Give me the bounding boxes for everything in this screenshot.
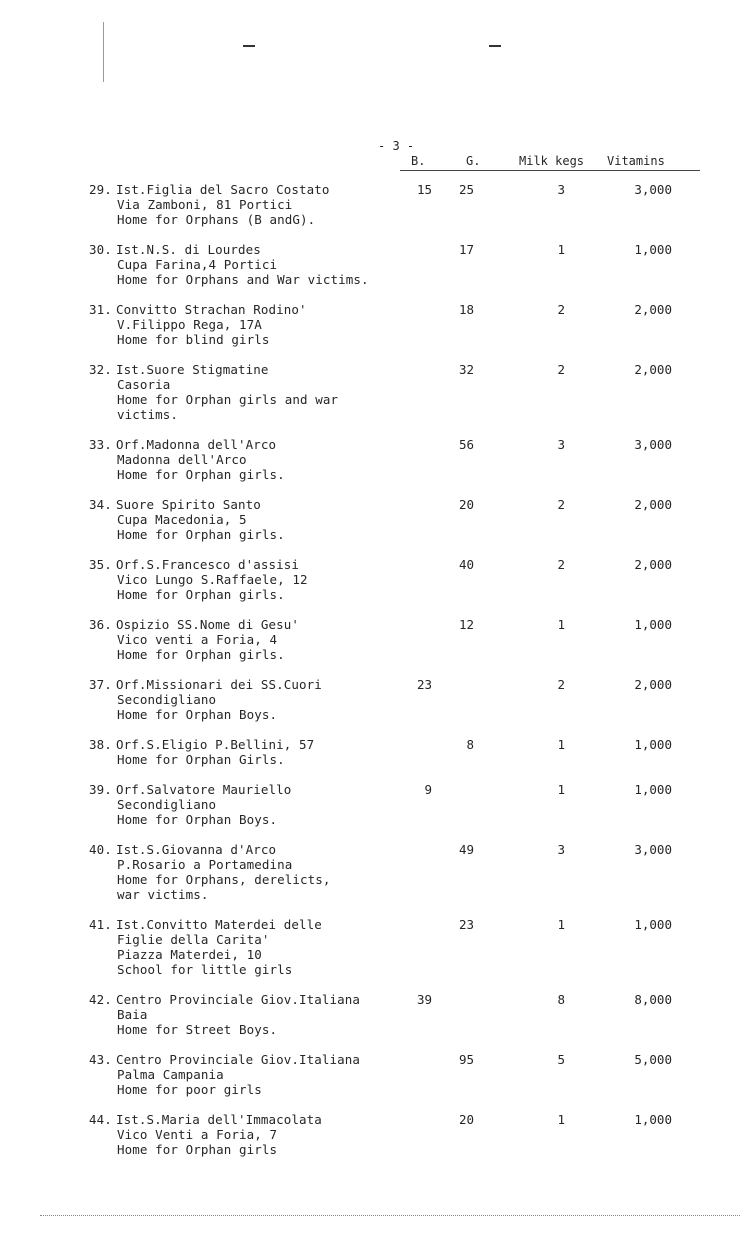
entry-number: 29. (89, 182, 112, 197)
scan-mark (243, 45, 255, 47)
entry-detail-line: victims. (117, 407, 179, 422)
entry-vitamins-value: 2,000 (634, 497, 672, 512)
entry-name: Orf.S.Eligio P.Bellini, 57 (116, 737, 315, 752)
entry-number: 38. (89, 737, 112, 752)
entry-detail-line: Palma Campania (117, 1067, 224, 1082)
entry-milk-value: 1 (557, 737, 565, 752)
scan-edge (40, 1215, 740, 1216)
entry-detail-line: Baia (117, 1007, 148, 1022)
entry-milk-value: 3 (557, 842, 565, 857)
entry-milk-value: 1 (557, 242, 565, 257)
entry-vitamins-value: 1,000 (634, 917, 672, 932)
entry-detail-line: Home for Orphan Boys. (117, 812, 278, 827)
entry-vitamins-value: 1,000 (634, 1112, 672, 1127)
entry-detail-line: Cupa Farina,4 Portici (117, 257, 278, 272)
entry-detail-line: Home for Orphan girls. (117, 647, 285, 662)
entry-vitamins-value: 2,000 (634, 557, 672, 572)
entry-detail-line: Piazza Materdei, 10 (117, 947, 262, 962)
entry-milk-value: 2 (557, 302, 565, 317)
entry-number: 41. (89, 917, 112, 932)
entry-detail-line: Home for Orphan girls. (117, 527, 285, 542)
entry-number: 32. (89, 362, 112, 377)
entry-number: 44. (89, 1112, 112, 1127)
entry-number: 36. (89, 617, 112, 632)
column-header-milk: Milk kegs (519, 154, 585, 168)
entry-vitamins-value: 1,000 (634, 617, 672, 632)
entry-number: 39. (89, 782, 112, 797)
entry-number: 33. (89, 437, 112, 452)
entry-milk-value: 8 (557, 992, 565, 1007)
entry-vitamins-value: 1,000 (634, 242, 672, 257)
entry-name: Ist.S.Giovanna d'Arco (116, 842, 277, 857)
entry-detail-line: V.Filippo Rega, 17A (117, 317, 262, 332)
entry-name: Orf.S.Francesco d'assisi (116, 557, 300, 572)
entry-girls-value: 56 (458, 437, 474, 452)
entry-vitamins-value: 3,000 (634, 182, 672, 197)
entry-girls-value: 18 (458, 302, 474, 317)
entry-name: Ist.Convitto Materdei delle (116, 917, 322, 932)
entry-name: Orf.Salvatore Mauriello (116, 782, 292, 797)
entry-vitamins-value: 2,000 (634, 302, 672, 317)
entry-detail-line: Vico Lungo S.Raffaele, 12 (117, 572, 308, 587)
entry-vitamins-value: 1,000 (634, 737, 672, 752)
entry-detail-line: Home for Orphan girls. (117, 587, 285, 602)
entry-milk-value: 1 (557, 917, 565, 932)
entry-detail-line: Secondigliano (117, 692, 217, 707)
entry-milk-value: 1 (557, 617, 565, 632)
entry-detail-line: Home for Orphans, derelicts, (117, 872, 331, 887)
entry-girls-value: 49 (458, 842, 474, 857)
entry-detail-line: Home for Orphans (B andG). (117, 212, 316, 227)
scan-mark (103, 22, 104, 82)
entry-number: 43. (89, 1052, 112, 1067)
entry-number: 42. (89, 992, 112, 1007)
entry-number: 37. (89, 677, 112, 692)
entry-girls-value: 20 (458, 497, 474, 512)
entry-name: Centro Provinciale Giov.Italiana (116, 1052, 361, 1067)
page-number: - 3 - (378, 139, 415, 153)
entry-girls-value: 40 (458, 557, 474, 572)
entry-girls-value: 95 (458, 1052, 474, 1067)
entry-vitamins-value: 2,000 (634, 362, 672, 377)
entry-name: Ist.N.S. di Lourdes (116, 242, 261, 257)
entry-name: Convitto Strachan Rodino' (116, 302, 307, 317)
entry-number: 31. (89, 302, 112, 317)
header-rule (400, 170, 700, 171)
entry-name: Centro Provinciale Giov.Italiana (116, 992, 361, 1007)
column-header-girls: G. (466, 154, 481, 168)
entry-milk-value: 2 (557, 677, 565, 692)
entry-number: 40. (89, 842, 112, 857)
entry-name: Suore Spirito Santo (116, 497, 261, 512)
column-header-vitamins: Vitamins (607, 154, 665, 168)
entry-girls-value: 12 (458, 617, 474, 632)
entry-detail-line: war victims. (117, 887, 209, 902)
entry-name: Ist.Figlia del Sacro Costato (116, 182, 330, 197)
entry-boys-value: 23 (416, 677, 432, 692)
entry-number: 35. (89, 557, 112, 572)
entry-vitamins-value: 3,000 (634, 842, 672, 857)
entry-detail-line: Home for Orphan girls (117, 1142, 278, 1157)
entry-number: 30. (89, 242, 112, 257)
entry-girls-value: 23 (458, 917, 474, 932)
entry-vitamins-value: 2,000 (634, 677, 672, 692)
entry-boys-value: 39 (416, 992, 432, 1007)
entry-boys-value: 15 (416, 182, 432, 197)
entry-milk-value: 2 (557, 362, 565, 377)
entry-vitamins-value: 3,000 (634, 437, 672, 452)
entry-detail-line: Secondigliano (117, 797, 217, 812)
entry-name: Orf.Madonna dell'Arco (116, 437, 277, 452)
entry-milk-value: 2 (557, 557, 565, 572)
entry-detail-line: Home for blind girls (117, 332, 270, 347)
entry-detail-line: Vico venti a Foria, 4 (117, 632, 278, 647)
entry-detail-line: Via Zamboni, 81 Portici (117, 197, 293, 212)
entry-detail-line: P.Rosario a Portamedina (117, 857, 293, 872)
entry-name: Ist.S.Maria dell'Immacolata (116, 1112, 322, 1127)
entry-detail-line: Home for Orphan Girls. (117, 752, 285, 767)
entry-girls-value: 25 (458, 182, 474, 197)
entry-detail-line: Casoria (117, 377, 171, 392)
entry-detail-line: Cupa Macedonia, 5 (117, 512, 247, 527)
entry-detail-line: Figlie della Carita' (117, 932, 270, 947)
entry-name: Ist.Suore Stigmatine (116, 362, 269, 377)
entry-vitamins-value: 8,000 (634, 992, 672, 1007)
entry-milk-value: 3 (557, 182, 565, 197)
scan-mark (489, 45, 501, 47)
entry-milk-value: 2 (557, 497, 565, 512)
entry-name: Orf.Missionari dei SS.Cuori (116, 677, 322, 692)
entry-detail-line: Home for poor girls (117, 1082, 262, 1097)
entry-detail-line: Home for Street Boys. (117, 1022, 278, 1037)
entry-detail-line: Home for Orphan girls and war (117, 392, 339, 407)
entry-girls-value: 17 (458, 242, 474, 257)
entry-detail-line: Home for Orphan Boys. (117, 707, 278, 722)
entry-boys-value: 9 (424, 782, 432, 797)
entry-milk-value: 3 (557, 437, 565, 452)
entry-name: Ospizio SS.Nome di Gesu' (116, 617, 300, 632)
entry-milk-value: 1 (557, 1112, 565, 1127)
entry-vitamins-value: 1,000 (634, 782, 672, 797)
entry-detail-line: Vico Venti a Foria, 7 (117, 1127, 278, 1142)
entry-milk-value: 1 (557, 782, 565, 797)
entry-detail-line: Home for Orphan girls. (117, 467, 285, 482)
entry-detail-line: School for little girls (117, 962, 293, 977)
entry-detail-line: Home for Orphans and War victims. (117, 272, 369, 287)
column-header-boys: B. (411, 154, 426, 168)
entry-milk-value: 5 (557, 1052, 565, 1067)
entry-girls-value: 32 (458, 362, 474, 377)
entry-detail-line: Madonna dell'Arco (117, 452, 247, 467)
entry-vitamins-value: 5,000 (634, 1052, 672, 1067)
entry-girls-value: 20 (458, 1112, 474, 1127)
entry-girls-value: 8 (466, 737, 474, 752)
entry-number: 34. (89, 497, 112, 512)
